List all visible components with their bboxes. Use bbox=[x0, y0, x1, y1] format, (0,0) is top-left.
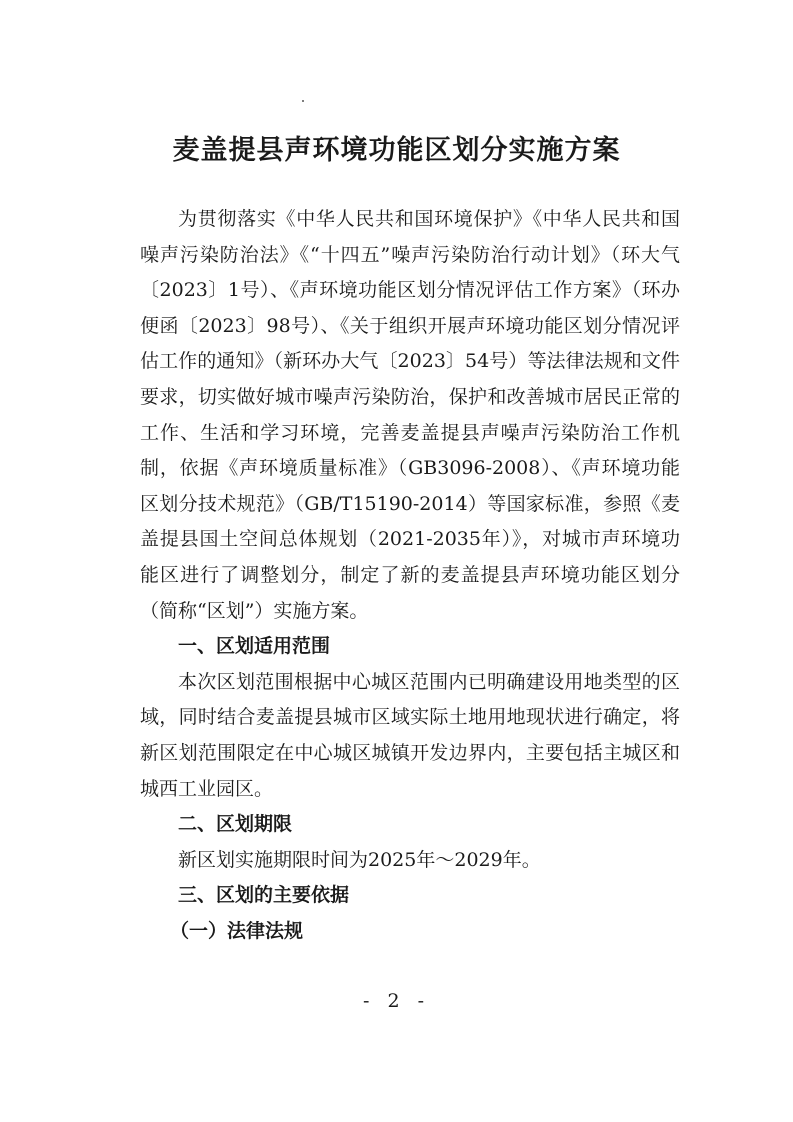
section-heading-period: 二、区划期限 bbox=[178, 813, 293, 836]
subsection-heading-laws: （一）法律法规 bbox=[170, 919, 304, 942]
section-text-scope: 本次区划范围根据中心城区范围内已明确建设用地类型的区域，同时结合麦盖提县城市区域实际土地用地现状进行确定，将新区划范围限定在中心城区城镇开发边界内，主要包括主城区和城西工业园区。 bbox=[140, 670, 680, 800]
section-heading-scope: 一、区划适用范围 bbox=[178, 635, 331, 658]
document-title: 麦盖提县声环境功能区划分实施方案 bbox=[172, 135, 621, 166]
section-heading-basis: 三、区划的主要依据 bbox=[178, 884, 350, 907]
scan-speck bbox=[302, 100, 304, 102]
intro-paragraph: 为贯彻落实《中华人民共和国环境保护》《中华人民共和国噪声污染防治法》《“十四五”噪声污染防治行动计划》（环大气〔2023〕1号）、《声环境功能区划分情况评估工作方案》（环办便函〔2023〕98号）、《关于组织开展声环境功能区划分情况评估工作的通知》（新环办大气〔2023〕54号）等法律法规和文件要求，切实做好城市噪声污染防治，保护和改善城市居民正常的工作、生活和学习环境，完善麦盖提县声噪声污染防治工作机制，依据《声环境质量标准》（GB3096-2008）、《声环境功能区划分技术规范》（GB/T15190-2014）等国家标准，参照《麦盖提县国土空间总体规划（2021-2035年）》，对城市声环境功能区进行了调整划分，制定了新的麦盖提县声环境功能区划分（简称“区划”）实施方案。 bbox=[140, 208, 680, 622]
page-number: - 2 - bbox=[362, 990, 430, 1012]
document-body bbox=[140, 202, 680, 949]
section-text-period: 新区划实施期限时间为2025年～2029年。 bbox=[178, 848, 541, 871]
